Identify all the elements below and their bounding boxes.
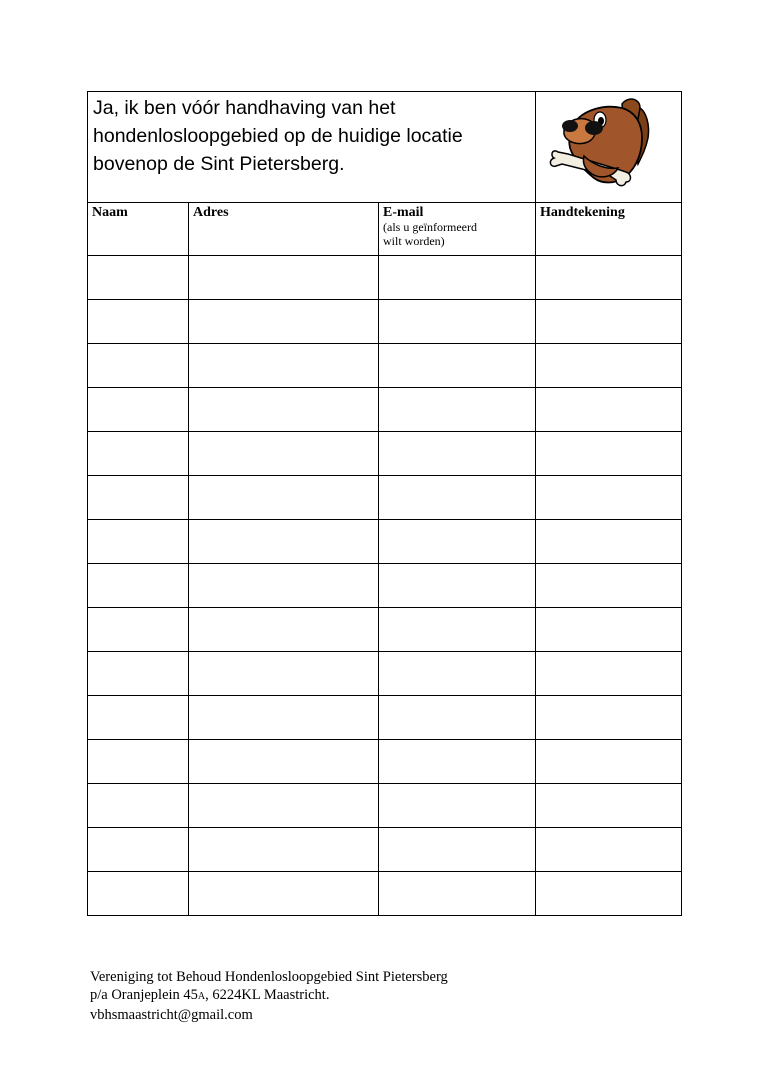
handtekening-input-cell[interactable] (536, 432, 682, 476)
intro-line-3: bovenop de Sint Pietersberg. (93, 153, 345, 175)
adres-input-cell[interactable] (189, 388, 379, 432)
column-header-naam: Naam (88, 203, 189, 256)
email-input-cell[interactable] (379, 564, 536, 608)
handtekening-input-cell[interactable] (536, 388, 682, 432)
naam-input-cell[interactable] (88, 652, 189, 696)
handtekening-input-cell[interactable] (536, 520, 682, 564)
header-row (88, 203, 682, 256)
naam-input-cell[interactable] (88, 564, 189, 608)
handtekening-input-cell[interactable] (536, 696, 682, 740)
table-row (88, 520, 682, 564)
table-row (88, 696, 682, 740)
adres-input-cell[interactable] (189, 256, 379, 300)
footer-organization: Vereniging tot Behoud Hondenlosloopgebied Sint Pietersberg (90, 969, 448, 985)
adres-input-cell[interactable] (189, 608, 379, 652)
table-row (88, 652, 682, 696)
naam-input-cell[interactable] (88, 344, 189, 388)
adres-input-cell[interactable] (189, 696, 379, 740)
email-note-line-2: wilt worden) (383, 234, 445, 248)
handtekening-input-cell[interactable] (536, 740, 682, 784)
handtekening-input-cell[interactable] (536, 564, 682, 608)
logo-cell (536, 92, 682, 203)
handtekening-input-cell[interactable] (536, 872, 682, 916)
table-row (88, 344, 682, 388)
email-input-cell[interactable] (379, 344, 536, 388)
table-row (88, 828, 682, 872)
naam-input-cell[interactable] (88, 872, 189, 916)
table-row (88, 872, 682, 916)
email-input-cell[interactable] (379, 696, 536, 740)
adres-input-cell[interactable] (189, 740, 379, 784)
naam-input-cell[interactable] (88, 784, 189, 828)
handtekening-input-cell[interactable] (536, 608, 682, 652)
table-row (88, 388, 682, 432)
email-input-cell[interactable] (379, 740, 536, 784)
handtekening-input-cell[interactable] (536, 784, 682, 828)
email-input-cell[interactable] (379, 652, 536, 696)
email-input-cell[interactable] (379, 388, 536, 432)
email-input-cell[interactable] (379, 432, 536, 476)
handtekening-input-cell[interactable] (536, 476, 682, 520)
naam-input-cell[interactable] (88, 476, 189, 520)
intro-line-1: Ja, ik ben vóór handhaving van het (93, 97, 396, 119)
naam-input-cell[interactable] (88, 828, 189, 872)
footer-street: p/a Oranjeplein 45A, 6224KL Maastricht. (90, 987, 330, 1003)
table-row (88, 564, 682, 608)
adres-input-cell[interactable] (189, 476, 379, 520)
table-row (88, 256, 682, 300)
adres-input-cell[interactable] (189, 520, 379, 564)
naam-input-cell[interactable] (88, 300, 189, 344)
email-input-cell[interactable] (379, 476, 536, 520)
naam-input-cell[interactable] (88, 432, 189, 476)
email-input-cell[interactable] (379, 300, 536, 344)
email-input-cell[interactable] (379, 828, 536, 872)
column-header-adres: Adres (189, 203, 379, 256)
adres-input-cell[interactable] (189, 784, 379, 828)
adres-input-cell[interactable] (189, 432, 379, 476)
adres-input-cell[interactable] (189, 300, 379, 344)
naam-input-cell[interactable] (88, 608, 189, 652)
adres-input-cell[interactable] (189, 828, 379, 872)
intro-line-2: hondenlosloopgebied op de huidige locatie (93, 125, 463, 147)
adres-input-cell[interactable] (189, 564, 379, 608)
handtekening-input-cell[interactable] (536, 256, 682, 300)
adres-input-cell[interactable] (189, 652, 379, 696)
table-row (88, 432, 682, 476)
table-row (88, 784, 682, 828)
naam-input-cell[interactable] (88, 520, 189, 564)
handtekening-input-cell[interactable] (536, 652, 682, 696)
naam-input-cell[interactable] (88, 740, 189, 784)
footer-email: vbhsmaastricht@gmail.com (90, 1007, 253, 1023)
email-input-cell[interactable] (379, 784, 536, 828)
table-row (88, 476, 682, 520)
column-header-handtekening: Handtekening (536, 203, 682, 256)
handtekening-input-cell[interactable] (536, 828, 682, 872)
naam-input-cell[interactable] (88, 388, 189, 432)
email-input-cell[interactable] (379, 872, 536, 916)
adres-input-cell[interactable] (189, 872, 379, 916)
email-input-cell[interactable] (379, 608, 536, 652)
table-row (88, 740, 682, 784)
email-input-cell[interactable] (379, 256, 536, 300)
naam-input-cell[interactable] (88, 696, 189, 740)
naam-input-cell[interactable] (88, 256, 189, 300)
table-row (88, 608, 682, 652)
adres-input-cell[interactable] (189, 344, 379, 388)
footer-address (90, 968, 448, 1024)
handtekening-input-cell[interactable] (536, 300, 682, 344)
column-header-email: E-mail (als u geïnformeerd wilt worden) (379, 203, 536, 256)
email-note-line-1: (als u geïnformeerd (383, 220, 477, 234)
handtekening-input-cell[interactable] (536, 344, 682, 388)
table-row (88, 300, 682, 344)
intro-statement (88, 92, 536, 203)
dog-with-bone-icon (544, 94, 674, 194)
signature-table (87, 91, 682, 916)
email-input-cell[interactable] (379, 520, 536, 564)
